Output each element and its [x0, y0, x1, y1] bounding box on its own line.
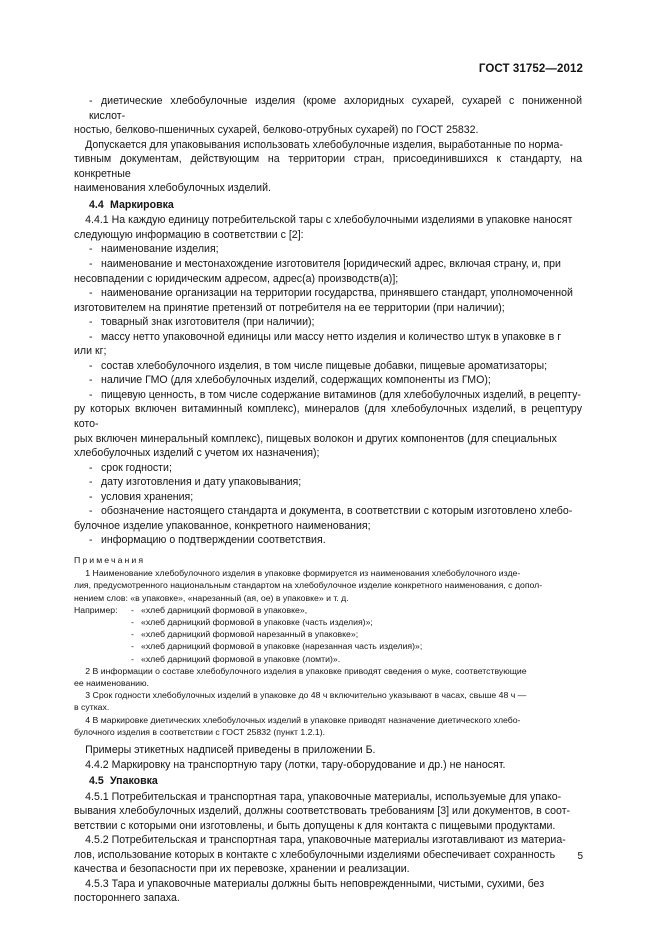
dash-mark: - [89, 243, 93, 256]
example-row [74, 628, 582, 640]
example-item: «хлеб дарницкий формовой нарезанный в упаковке»; [141, 629, 359, 640]
paragraph-line: лов, использование которых в контакте с хлебобулочными изделиями обеспечивает сохранность [74, 848, 556, 861]
paragraph-line: постороннего запаха. [74, 892, 180, 905]
dash-mark: - [89, 490, 93, 503]
list-item [74, 475, 582, 490]
section-title: Маркировка [110, 198, 174, 211]
dash-mark: - [131, 616, 134, 627]
list-item [74, 257, 582, 272]
dash-mark: - [131, 629, 134, 640]
list-item-text: массу нетто упаковочной единицы или массу нетто изделия и количество штук в упаковке в г [101, 330, 562, 343]
dash-mark: - [131, 641, 134, 652]
body-part-2 [74, 743, 582, 906]
document-code: ГОСТ 31752—2012 [478, 63, 583, 75]
list-item-text: наименование изделия; [101, 243, 219, 256]
example-item: «хлеб дарницкий формовой в упаковке (ломти)». [141, 653, 341, 664]
section-number: 4.5 [89, 775, 104, 788]
paragraph-line: рых включен минеральный комплекс), пищевых волокон и других компонентов (для специальных [74, 432, 557, 445]
paragraph-line: изготовителем на принятие претензий от потребителя на ее территории (при наличии); [74, 301, 505, 314]
list-item [74, 359, 582, 374]
dash-mark: - [89, 505, 93, 518]
list-item [74, 286, 582, 301]
paragraph-line: вывания хлебобулочных изделий, должны соответствовать требованиям [3] или документов, в соот- [74, 805, 571, 818]
paragraph: 4.4.1 На каждую единицу потребительской тары с хлебобулочными изделиями в упаковке наносят [85, 214, 573, 227]
paragraph: 4.5.2 Потребительская и транспортная тара, упаковочные материалы изготавливают из материа- [85, 834, 566, 847]
dash-mark: - [89, 258, 93, 271]
section-heading [74, 198, 582, 213]
paragraph-line: ветствии с которыми они изготовлены, и быть допущены к для контакта с пищевыми продуктами. [74, 819, 556, 832]
list-item-text: наименование организации на территории государства, принявшего стандарт, уполномоченной [101, 287, 573, 300]
list-item [74, 490, 582, 505]
notes-heading: Примечания [74, 554, 146, 565]
paragraph-line: или кг; [74, 345, 107, 358]
paragraph-line: булочное изделие упакованное, конкретного наименования; [74, 519, 371, 532]
example-label: Например: [74, 604, 118, 615]
paragraph-line: следующую информацию в соответствии с [2]: [74, 228, 304, 241]
example-item: «хлеб дарницкий формовой в упаковке (нарезанная часть изделия)»; [141, 641, 423, 652]
dash-mark: - [89, 330, 93, 343]
list-item-text: диетические хлебобулочные изделия (кроме ахлоридных сухарей, сухарей с пониженной кислот- [89, 95, 582, 122]
note-2-line: 2 В информации о составе хлебобулочного изделия в упаковке приводят сведения о муке, соответствующие [85, 665, 527, 676]
dash-mark: - [89, 476, 93, 489]
list-item-text: срок годности; [101, 461, 172, 474]
dash-mark: - [89, 359, 93, 372]
note-2-line: ее наименованию. [74, 677, 149, 688]
dash-mark: - [131, 653, 134, 664]
list-item-text: дату изготовления и дату упаковывания; [101, 476, 302, 489]
paragraph: 4.5.3 Тара и упаковочные материалы должны быть неповрежденными, чистыми, сухими, без [85, 877, 545, 890]
list-item-text: состав хлебобулочного изделия, в том числе пищевые добавки, пищевые ароматизаторы; [101, 359, 548, 372]
dash-mark: - [131, 604, 134, 615]
section-title: Упаковка [110, 775, 158, 788]
list-item-text: наименование и местонахождение изготовителя [юридический адрес, включая страну, и, при [101, 258, 561, 271]
note-1-line: 1 Наименование хлебобулочного изделия в упаковке формируется из наименования хлебобулочного изде- [85, 568, 521, 579]
dash-mark: - [89, 461, 93, 474]
notes-block [74, 554, 582, 738]
paragraph-line: ностью, белково-пшеничных сухарей, белково-отрубных сухарей) по ГОСТ 25832. [74, 124, 479, 137]
list-item [74, 533, 582, 548]
paragraph: Примеры этикетных надписей приведены в приложении Б. [85, 744, 376, 756]
example-row [74, 604, 582, 616]
list-item [74, 461, 582, 476]
note-1-line: лия, предусмотренного национальным стандартом на хлебобулочное изделие конкретного наименования, с допол- [74, 580, 543, 591]
list-item-text: товарный знак изготовителя (при наличии); [101, 316, 315, 329]
paragraph-line: ру которых включен витаминный комплекс), минералов (для хлебобулочных изделий, в рецептуру кото- [74, 403, 582, 431]
document-body [74, 94, 582, 906]
paragraph: 4.5.1 Потребительская и транспортная тара, упаковочные материалы, используемые для упако- [85, 790, 562, 803]
body-part-1 [74, 94, 582, 548]
paragraph: 4.4.2 Маркировку на транспортную тару (лотки, тару-оборудование и др.) не наносят. [85, 758, 506, 771]
dash-mark: - [89, 95, 93, 107]
note-1-line: нением слов: «в упаковке», «нарезанный (ая, ое) в упаковке» и т. д. [74, 592, 349, 603]
list-item-text: условия хранения; [101, 490, 194, 503]
paragraph-line: несовпадении с юридическим адресом, адрес(а) производств(а)]; [74, 272, 399, 285]
dash-mark: - [89, 388, 93, 401]
paragraph: Допускается для упаковывания использовать хлебобулочные изделия, выработанные по норма- [85, 138, 563, 151]
paragraph-line: тивным документам, действующим на территории стран, присоединившихся к стандарту, на конкретные [74, 153, 582, 180]
list-item [74, 373, 582, 388]
paragraph-line: хлебобулочных изделий с учетом их назначения); [74, 447, 320, 460]
note-3-line: 3 Срок годности хлебобулочных изделий в упаковке до 48 ч включительно указывают в часах, свыше 48 ч — [85, 690, 527, 701]
list-item [74, 242, 582, 257]
note-4-line: 4 В маркировке диетических хлебобулочных изделий в упаковке приводят назначение диетического хлебо- [85, 714, 521, 725]
example-row [74, 653, 582, 665]
list-item-text: обозначение настоящего стандарта и документа, в соответствии с которым изготовлено хлебо- [101, 505, 573, 518]
section-heading [74, 774, 582, 789]
list-item [74, 94, 582, 123]
example-item: «хлеб дарницкий формовой в упаковке», [141, 604, 308, 615]
list-item [74, 315, 582, 330]
list-item [74, 388, 582, 403]
list-item-text: наличие ГМО (для хлебобулочных изделий, содержащих компоненты из ГМО); [101, 374, 491, 387]
section-number: 4.4 [89, 198, 104, 211]
dash-mark: - [89, 316, 93, 329]
dash-mark: - [89, 287, 93, 300]
example-row [74, 640, 582, 652]
example-item: «хлеб дарницкий формовой в упаковке (часть изделия)»; [141, 616, 373, 627]
list-item [74, 330, 582, 345]
dash-mark: - [89, 374, 93, 387]
list-item [74, 504, 582, 519]
list-item-text: информацию о подтверждении соответствия. [101, 534, 326, 547]
dash-mark: - [89, 534, 93, 547]
paragraph-line: качества и безопасности при их перевозке, хранении и реализации. [74, 863, 410, 876]
note-3-line: в сутках. [74, 702, 110, 713]
example-row [74, 616, 582, 628]
note-4-line: булочного изделия в соответствии с ГОСТ 25832 (пункт 1.2.1). [74, 726, 326, 737]
paragraph-line: наименования хлебобулочных изделий. [74, 182, 271, 195]
list-item-text: пищевую ценность, в том числе содержание витаминов (для хлебобулочных изделий, в рецепту- [101, 388, 581, 401]
page-number: 5 [577, 851, 583, 862]
